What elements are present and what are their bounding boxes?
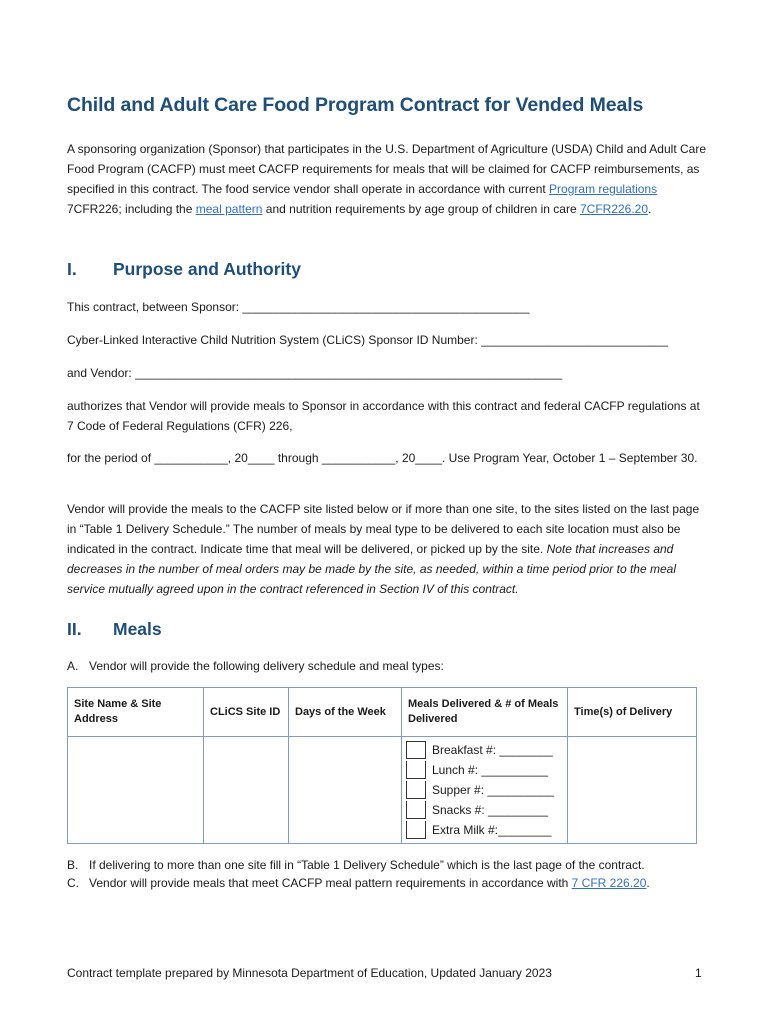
intro-text-1: A sponsoring organization (Sponsor) that participates in the U.S. Department of Agriculture (USDA) Child and Adult Care Food Program (CACFP) must meet CACFP requirements for meals that will be claimed for CACFP reimbursements, as specified in this contract. The food service vendor shall operate in accordance with current — [67, 142, 706, 196]
extra-milk-checkbox[interactable] — [406, 821, 426, 839]
item-a-text: Vendor will provide the following delivery schedule and meal types: — [89, 659, 444, 673]
lunch-checkbox[interactable] — [406, 761, 426, 779]
section-1-title: Purpose and Authority — [113, 259, 301, 279]
intro-text-3: and nutrition requirements by age group of children in care — [262, 202, 580, 216]
intro-text-2: 7CFR226; including the — [67, 202, 196, 216]
program-regulations-link[interactable]: Program regulations — [549, 182, 658, 196]
breakfast-checkbox[interactable] — [406, 741, 426, 759]
period-paragraph[interactable]: for the period of ___________, 20____ through ___________, 20____. Use Program Year, October 1 – September 30. — [67, 451, 698, 465]
clics-site-id-cell[interactable] — [204, 737, 289, 844]
item-c — [67, 874, 650, 892]
vendor-paragraph — [67, 499, 707, 599]
item-a — [67, 657, 444, 675]
clics-sponsor-id-line[interactable]: Cyber-Linked Interactive Child Nutrition System (CLiCS) Sponsor ID Number: ____________________________ — [67, 333, 669, 347]
section-2-number: II. — [67, 619, 82, 639]
meal-row-lunch — [402, 760, 567, 780]
header-times-of-delivery: Time(s) of Delivery — [568, 688, 697, 737]
item-b-label: B. — [67, 858, 79, 872]
meal-row-extra-milk — [402, 820, 567, 840]
snacks-checkbox[interactable] — [406, 801, 426, 819]
supper-label: Supper #: __________ — [432, 783, 555, 797]
breakfast-label: Breakfast #: ________ — [432, 743, 553, 757]
section-2-heading — [67, 619, 162, 640]
sponsor-line[interactable]: This contract, between Sponsor: ___________________________________________ — [67, 300, 530, 314]
intro-paragraph — [67, 139, 707, 219]
meal-pattern-link[interactable]: meal pattern — [195, 202, 263, 216]
item-c-end: . — [646, 876, 650, 890]
item-c-label: C. — [67, 876, 79, 890]
document-title: Child and Adult Care Food Program Contract for Vended Meals — [67, 94, 644, 116]
vendor-text: Vendor will provide the meals to the CACFP site listed below or if more than one site, to the sites listed on the last page in “Table 1 Delivery Schedule.” The number of meals by meal type to be delivered to each site location must also be indicated in the contract. Indicate time that meal will be delivered, or picked up by the site. — [67, 502, 700, 556]
page-number: 1 — [695, 966, 702, 980]
times-of-delivery-cell[interactable] — [568, 737, 697, 844]
meal-checklist — [402, 740, 567, 840]
extra-milk-label: Extra Milk #:________ — [432, 823, 552, 837]
meal-row-snacks — [402, 800, 567, 820]
vendor-line[interactable]: and Vendor: ________________________________________________________________ — [67, 366, 563, 380]
item-a-label: A. — [67, 659, 79, 673]
table-row — [68, 737, 697, 844]
item-b-text: If delivering to more than one site fill in “Table 1 Delivery Schedule” which is the last page of the contract. — [89, 858, 645, 872]
days-of-week-cell[interactable] — [289, 737, 402, 844]
supper-checkbox[interactable] — [406, 781, 426, 799]
table-header-row — [68, 688, 697, 737]
header-site-name: Site Name & Site Address — [68, 688, 204, 737]
item-c-text: Vendor will provide meals that meet CACFP meal pattern requirements in accordance with — [89, 876, 572, 890]
meal-row-supper — [402, 780, 567, 800]
delivery-schedule-table — [67, 687, 697, 844]
snacks-label: Snacks #: _________ — [432, 803, 549, 817]
footer-text: Contract template prepared by Minnesota Department of Education, Updated January 2023 — [67, 966, 552, 980]
cfr-226-20-link-2[interactable]: 7 CFR 226.20 — [571, 876, 647, 890]
vendor-note: Note that increases and decreases in the number of meal orders may be made by the site, as needed, within a time period prior to the meal service mutually agreed upon in the contract referenced in Section IV of this contract. — [67, 542, 676, 596]
lunch-label: Lunch #: __________ — [432, 763, 549, 777]
site-name-cell[interactable] — [68, 737, 204, 844]
meal-row-breakfast — [402, 740, 567, 760]
authorizes-paragraph: authorizes that Vendor will provide meals to Sponsor in accordance with this contract and federal CACFP regulations at 7 Code of Federal Regulations (CFR) 226, — [67, 399, 700, 433]
section-1-heading — [67, 259, 301, 280]
header-days-of-week: Days of the Week — [289, 688, 402, 737]
cfr-226-20-link[interactable]: 7CFR226.20 — [579, 202, 649, 216]
header-meals-delivered: Meals Delivered & # of Meals Delivered — [402, 688, 568, 737]
section-2-title: Meals — [113, 619, 162, 639]
intro-text-4: . — [648, 202, 652, 216]
section-1-number: I. — [67, 259, 77, 279]
meals-delivered-cell — [402, 737, 568, 844]
header-clics-site-id: CLiCS Site ID — [204, 688, 289, 737]
item-b — [67, 856, 645, 874]
